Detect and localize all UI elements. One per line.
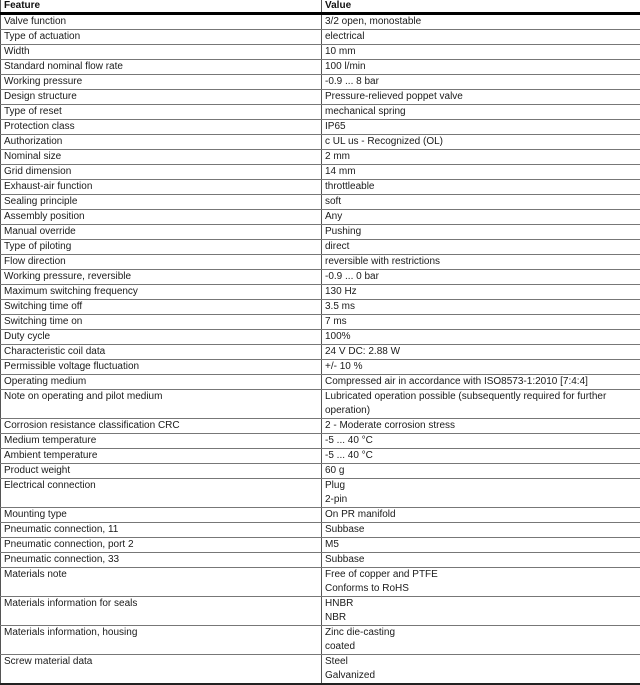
value-line: Galvanized: [325, 669, 638, 683]
table-row: [1, 150, 640, 165]
feature-cell: Type of actuation: [1, 30, 322, 45]
value-cell: [322, 419, 640, 434]
feature-cell: Authorization: [1, 135, 322, 150]
value-line: 10 mm: [325, 45, 638, 59]
value-line: 100 l/min: [325, 60, 638, 74]
value-cell: [322, 90, 640, 105]
table-row: [1, 434, 640, 449]
value-cell: [322, 330, 640, 345]
feature-cell: Electrical connection: [1, 479, 322, 508]
table-row: [1, 508, 640, 523]
value-line: operation): [325, 404, 638, 418]
value-cell: [322, 315, 640, 330]
table-row: [1, 449, 640, 464]
feature-cell: Type of reset: [1, 105, 322, 120]
table-row: [1, 255, 640, 270]
value-line: 24 V DC: 2.88 W: [325, 345, 638, 359]
value-cell: [322, 449, 640, 464]
table-row: [1, 45, 640, 60]
value-line: 100%: [325, 330, 638, 344]
value-cell: [322, 195, 640, 210]
value-line: IP65: [325, 120, 638, 134]
table-row: [1, 390, 640, 419]
value-line: 14 mm: [325, 165, 638, 179]
value-cell: [322, 285, 640, 300]
feature-cell: Exhaust-air function: [1, 180, 322, 195]
feature-cell: Manual override: [1, 225, 322, 240]
value-cell: [322, 597, 640, 626]
feature-cell: Protection class: [1, 120, 322, 135]
value-line: soft: [325, 195, 638, 209]
feature-cell: Type of piloting: [1, 240, 322, 255]
table-row: [1, 30, 640, 45]
feature-cell: Flow direction: [1, 255, 322, 270]
value-cell: [322, 568, 640, 597]
value-line: Steel: [325, 655, 638, 669]
value-line: reversible with restrictions: [325, 255, 638, 269]
value-line: Plug: [325, 479, 638, 493]
feature-cell: Assembly position: [1, 210, 322, 225]
column-header-value: Value: [322, 0, 640, 14]
value-cell: [322, 508, 640, 523]
table-row: [1, 300, 640, 315]
value-line: Pushing: [325, 225, 638, 239]
feature-cell: Working pressure: [1, 75, 322, 90]
value-cell: [322, 180, 640, 195]
table-row: [1, 120, 640, 135]
value-cell: [322, 360, 640, 375]
value-line: 2 - Moderate corrosion stress: [325, 419, 638, 433]
feature-cell: Switching time off: [1, 300, 322, 315]
feature-cell: Switching time on: [1, 315, 322, 330]
value-line: Free of copper and PTFE: [325, 568, 638, 582]
value-line: 2 mm: [325, 150, 638, 164]
value-line: NBR: [325, 611, 638, 625]
value-cell: [322, 434, 640, 449]
value-line: HNBR: [325, 597, 638, 611]
table-body: [1, 14, 640, 685]
value-line: mechanical spring: [325, 105, 638, 119]
value-cell: [322, 60, 640, 75]
table-row: [1, 240, 640, 255]
value-cell: [322, 255, 640, 270]
table-row: [1, 105, 640, 120]
value-cell: [322, 375, 640, 390]
table-row: [1, 75, 640, 90]
table-header: [1, 0, 640, 14]
table-row: [1, 270, 640, 285]
feature-cell: Product weight: [1, 464, 322, 479]
value-line: direct: [325, 240, 638, 254]
column-header-feature: Feature: [1, 0, 322, 14]
value-cell: [322, 523, 640, 538]
table-row: [1, 180, 640, 195]
value-cell: [322, 300, 640, 315]
table-row: [1, 523, 640, 538]
table-row: [1, 597, 640, 626]
value-line: Subbase: [325, 523, 638, 537]
value-cell: [322, 105, 640, 120]
table-row: [1, 419, 640, 434]
value-line: Conforms to RoHS: [325, 582, 638, 596]
value-line: c UL us - Recognized (OL): [325, 135, 638, 149]
value-line: Subbase: [325, 553, 638, 567]
feature-cell: Characteristic coil data: [1, 345, 322, 360]
value-cell: [322, 345, 640, 360]
feature-cell: Materials information for seals: [1, 597, 322, 626]
value-cell: [322, 553, 640, 568]
value-line: Any: [325, 210, 638, 224]
feature-cell: Pneumatic connection, port 2: [1, 538, 322, 553]
value-line: Pressure-relieved poppet valve: [325, 90, 638, 104]
feature-cell: Working pressure, reversible: [1, 270, 322, 285]
feature-cell: Pneumatic connection, 33: [1, 553, 322, 568]
value-line: 130 Hz: [325, 285, 638, 299]
feature-cell: Corrosion resistance classification CRC: [1, 419, 322, 434]
value-line: 3/2 open, monostable: [325, 15, 638, 29]
value-line: +/- 10 %: [325, 360, 638, 374]
value-cell: [322, 165, 640, 180]
feature-cell: Mounting type: [1, 508, 322, 523]
table-row: [1, 375, 640, 390]
feature-cell: Screw material data: [1, 655, 322, 685]
value-line: Lubricated operation possible (subsequently required for further: [325, 390, 638, 404]
table-row: [1, 464, 640, 479]
value-cell: [322, 14, 640, 30]
table-row: [1, 14, 640, 30]
table-row: [1, 553, 640, 568]
table-row: [1, 538, 640, 553]
feature-cell: Pneumatic connection, 11: [1, 523, 322, 538]
value-cell: [322, 45, 640, 60]
feature-cell: Materials information, housing: [1, 626, 322, 655]
feature-cell: Sealing principle: [1, 195, 322, 210]
feature-cell: Operating medium: [1, 375, 322, 390]
table-row: [1, 330, 640, 345]
value-line: Zinc die-casting: [325, 626, 638, 640]
value-line: -0.9 ... 0 bar: [325, 270, 638, 284]
value-line: coated: [325, 640, 638, 654]
table-row: [1, 655, 640, 685]
table-row: [1, 195, 640, 210]
feature-cell: Standard nominal flow rate: [1, 60, 322, 75]
value-line: throttleable: [325, 180, 638, 194]
value-line: -5 ... 40 °C: [325, 449, 638, 463]
feature-cell: Valve function: [1, 14, 322, 30]
feature-cell: Medium temperature: [1, 434, 322, 449]
value-cell: [322, 210, 640, 225]
table-row: [1, 315, 640, 330]
feature-cell: Duty cycle: [1, 330, 322, 345]
value-cell: [322, 390, 640, 419]
feature-cell: Grid dimension: [1, 165, 322, 180]
table-row: [1, 225, 640, 240]
value-line: electrical: [325, 30, 638, 44]
value-cell: [322, 30, 640, 45]
table-row: [1, 479, 640, 508]
table-row: [1, 626, 640, 655]
value-line: 7 ms: [325, 315, 638, 329]
table-row: [1, 165, 640, 180]
value-cell: [322, 538, 640, 553]
value-cell: [322, 464, 640, 479]
feature-cell: Width: [1, 45, 322, 60]
value-line: 3.5 ms: [325, 300, 638, 314]
header-row: [1, 0, 640, 14]
value-line: -5 ... 40 °C: [325, 434, 638, 448]
table-row: [1, 60, 640, 75]
value-cell: [322, 626, 640, 655]
value-cell: [322, 655, 640, 685]
table-row: [1, 210, 640, 225]
value-line: M5: [325, 538, 638, 552]
table-row: [1, 568, 640, 597]
feature-cell: Design structure: [1, 90, 322, 105]
feature-cell: Note on operating and pilot medium: [1, 390, 322, 419]
feature-cell: Maximum switching frequency: [1, 285, 322, 300]
feature-cell: Ambient temperature: [1, 449, 322, 464]
value-line: On PR manifold: [325, 508, 638, 522]
value-cell: [322, 75, 640, 90]
value-line: -0.9 ... 8 bar: [325, 75, 638, 89]
value-cell: [322, 150, 640, 165]
feature-cell: Permissible voltage fluctuation: [1, 360, 322, 375]
feature-cell: Materials note: [1, 568, 322, 597]
value-cell: [322, 270, 640, 285]
value-cell: [322, 135, 640, 150]
table-row: [1, 360, 640, 375]
table-row: [1, 345, 640, 360]
value-cell: [322, 240, 640, 255]
value-line: Compressed air in accordance with ISO8573-1:2010 [7:4:4]: [325, 375, 638, 389]
value-line: 2-pin: [325, 493, 638, 507]
table-row: [1, 135, 640, 150]
table-row: [1, 285, 640, 300]
value-cell: [322, 225, 640, 240]
value-cell: [322, 120, 640, 135]
value-line: 60 g: [325, 464, 638, 478]
value-cell: [322, 479, 640, 508]
table-row: [1, 90, 640, 105]
feature-cell: Nominal size: [1, 150, 322, 165]
